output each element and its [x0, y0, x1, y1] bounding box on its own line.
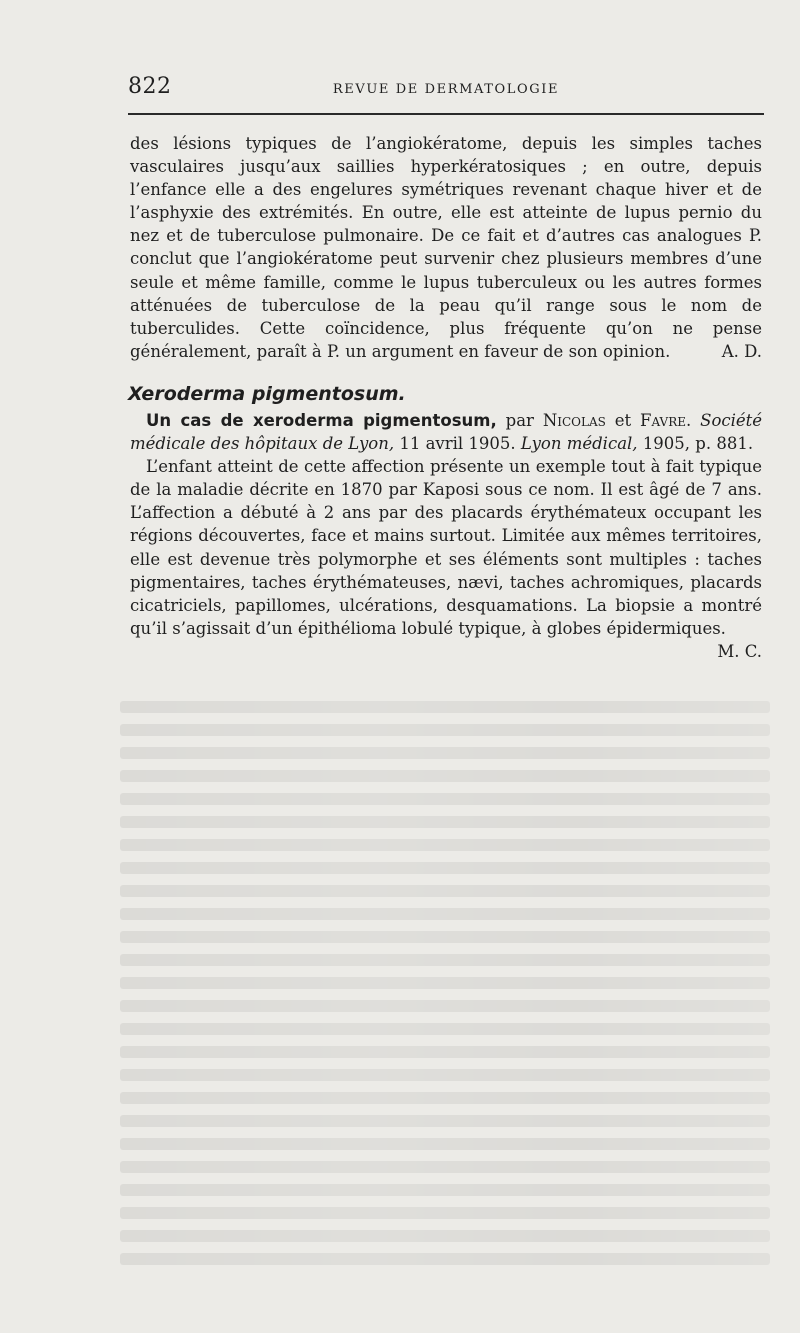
page-content [130, 132, 762, 663]
source-journal: Lyon médical, [520, 434, 638, 454]
section-title: Xeroderma pigmentosum. [128, 382, 406, 405]
running-title: REVUE DE DERMATOLOGIE [332, 82, 560, 97]
author-2: Favre. [640, 410, 692, 430]
source-tail: 1905, p. 881. [642, 434, 754, 454]
header-rule [128, 113, 764, 115]
article-signoff: M. C. [717, 641, 762, 661]
citation-by: par [505, 410, 534, 430]
page-number: 822 [128, 74, 172, 99]
author-1: Nicolas [542, 410, 606, 430]
article-body [130, 455, 762, 661]
source-society: Société médicale des hôpitaux de Lyon, [130, 410, 763, 454]
article-body-text: L’enfant atteint de cette affection présente un exemple tout à fait typique de la maladie décrite en 1870 par Kaposi sous ce nom. Il est âgé de 7 ans. L’affection a débuté à 2 ans par des placards érythémateux occupant les régions découvertes, face et mains surtout. Limitée aux mêmes territoires, elle est devenue très polymorphe et ses éléments sont multiples : taches pigmentaires, taches érythémateuses, nævi, taches achromiques, placards cicatriciels, papillomes, ulcérations, desquamations. La biopsie a montré qu’il s’agissait d’un épithélioma lobulé typique, à globes épidermiques. [130, 457, 762, 638]
article-title: Un cas de xeroderma pigmentosum, [146, 410, 497, 430]
page-header [128, 74, 764, 104]
continued-signoff: A. D. [721, 341, 762, 361]
continued-paragraph [130, 132, 762, 363]
continued-text: des lésions typiques de l’angiokératome, depuis les simples taches vasculaires jusqu’aux saillies hyperkératosiques ; en outre, depuis l’enfance elle a des engelures symétriques revenant chaque hiver et de l’asphyxie des extrémités. En outre, elle est atteinte de lupus pernio du nez et de tuberculose pulmonaire. De ce fait et d’autres cas analogues P. conclut que l’angiokératome peut survenir chez plusieurs membres d’une seule et même famille, comme le lupus tuberculeux ou les autres formes atténuées de tuberculose de la peau qu’il range sous le nom de tuberculides. Cette coïncidence, plus fréquente qu’on ne pense généralement, paraît à P. un argument en faveur de son opinion. [130, 134, 762, 361]
article-citation [130, 409, 762, 455]
citation-and: et [614, 410, 632, 430]
source-date: 11 avril 1905. [399, 434, 516, 454]
show-through-texture [120, 690, 770, 1310]
